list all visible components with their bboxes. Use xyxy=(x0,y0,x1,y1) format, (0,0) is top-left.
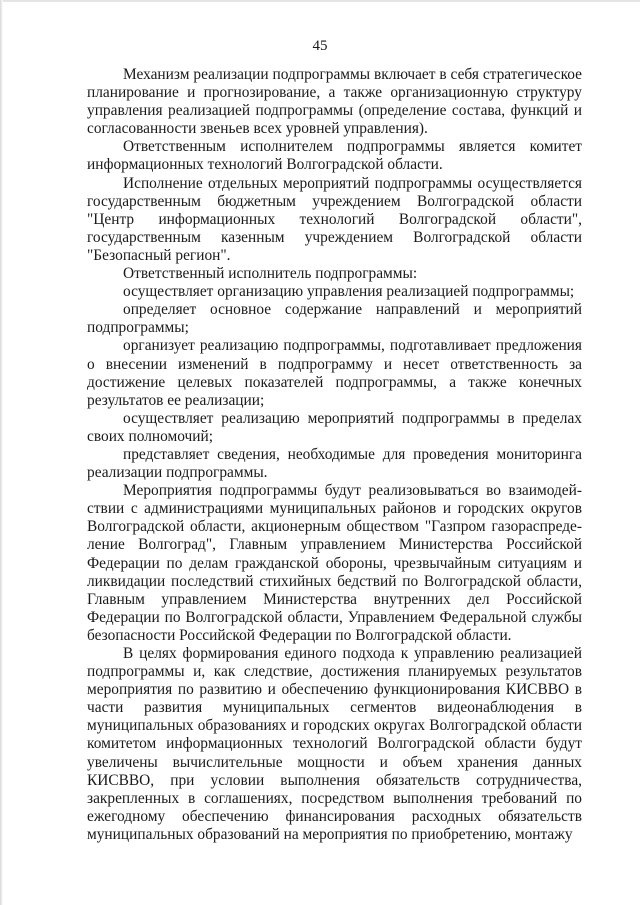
paragraph-interaction: Мероприятия подпрограммы будут реализовываться во взаимодействии с администрациями муниципальных районов и городских округов Волгоградской области, акционерным обществом "Газпром газораспределение Волгоград", Главным управлением Министерства Российской Федерации по делам гражданской обороны, чрезвычайным ситуациям и ликвидации последствий стихийных бедствий по Волгоградской области, Главным управлением Министерства внутренних дел Российской Федерации по Волгоградской области, Управлением Федеральной службы безопасности Российской Федерации по Волгоградской области. xyxy=(87,482,582,644)
paragraph-duty-powers: осуществляет реализацию мероприятий подпрограммы в пределах своих полномочий; xyxy=(87,409,582,445)
page-number: 45 xyxy=(312,38,328,54)
paragraph-unified-approach: В целях формирования единого подхода к управлению реализацией подпрограммы и, как следствие, достижения планируемых результатов мероприятия по развитию и обеспечению функционирования КИСВВО в части развития муниципальных сегментов видеонаблюдения в муниципальных образованиях и городских округах Волгоградской области комитетом информационных технологий Волгоградской области будут увеличены вычислительные мощности и объем хранения данных КИСВВО, при условии выполнения обязательств сотрудничества, закрепленных в соглашениях, посредством выполнения требований по ежегодному обеспечению финансирования расходных обязательств муниципальных образований на мероприятия по приобретению, монтажу xyxy=(87,645,582,843)
paragraph-duty-monitoring: представляет сведения, необходимые для проведения мониторинга реализации подпрограммы. xyxy=(87,445,582,482)
paragraph-mechanism: Механизм реализации подпрограммы включает в себя стратегическое планирование и прогнозирование, а также организационную структуру управления реализацией подпрограммы (определение состава, функций и согласованности звеньев всех уровней управления). xyxy=(87,66,582,138)
paragraph-execution-institutions: Исполнение отдельных мероприятий подпрограммы осуществляется государственным бюджетным учреждением Волгоградской области "Центр информационных технологий Волгоградской области", государственным казенным учреждением Волгоградской области "Безопасный регион". xyxy=(87,174,582,264)
paragraph-executor-duties-heading: Ответственный исполнитель подпрограммы: xyxy=(123,265,418,283)
paragraph-duty-organization: осуществляет организацию управления реализацией подпрограммы; xyxy=(123,283,575,301)
paragraph-responsible-executor: Ответственным исполнителем подпрограммы является комитет информационных технологий Волгоградской области. xyxy=(87,138,582,174)
document-body xyxy=(87,66,582,844)
scan-edge-left xyxy=(0,0,3,905)
scan-edge-top xyxy=(0,0,640,2)
paragraph-duty-content: определяет основное содержание направлений и мероприятий подпрограммы; xyxy=(87,301,582,337)
paragraph-duty-implementation: организует реализацию подпрограммы, подготавливает предложения о внесении изменений в подпрограмму и несет ответственность за достижение целевых показателей подпрограммы, а также конечных результатов ее реализации; xyxy=(87,337,582,409)
